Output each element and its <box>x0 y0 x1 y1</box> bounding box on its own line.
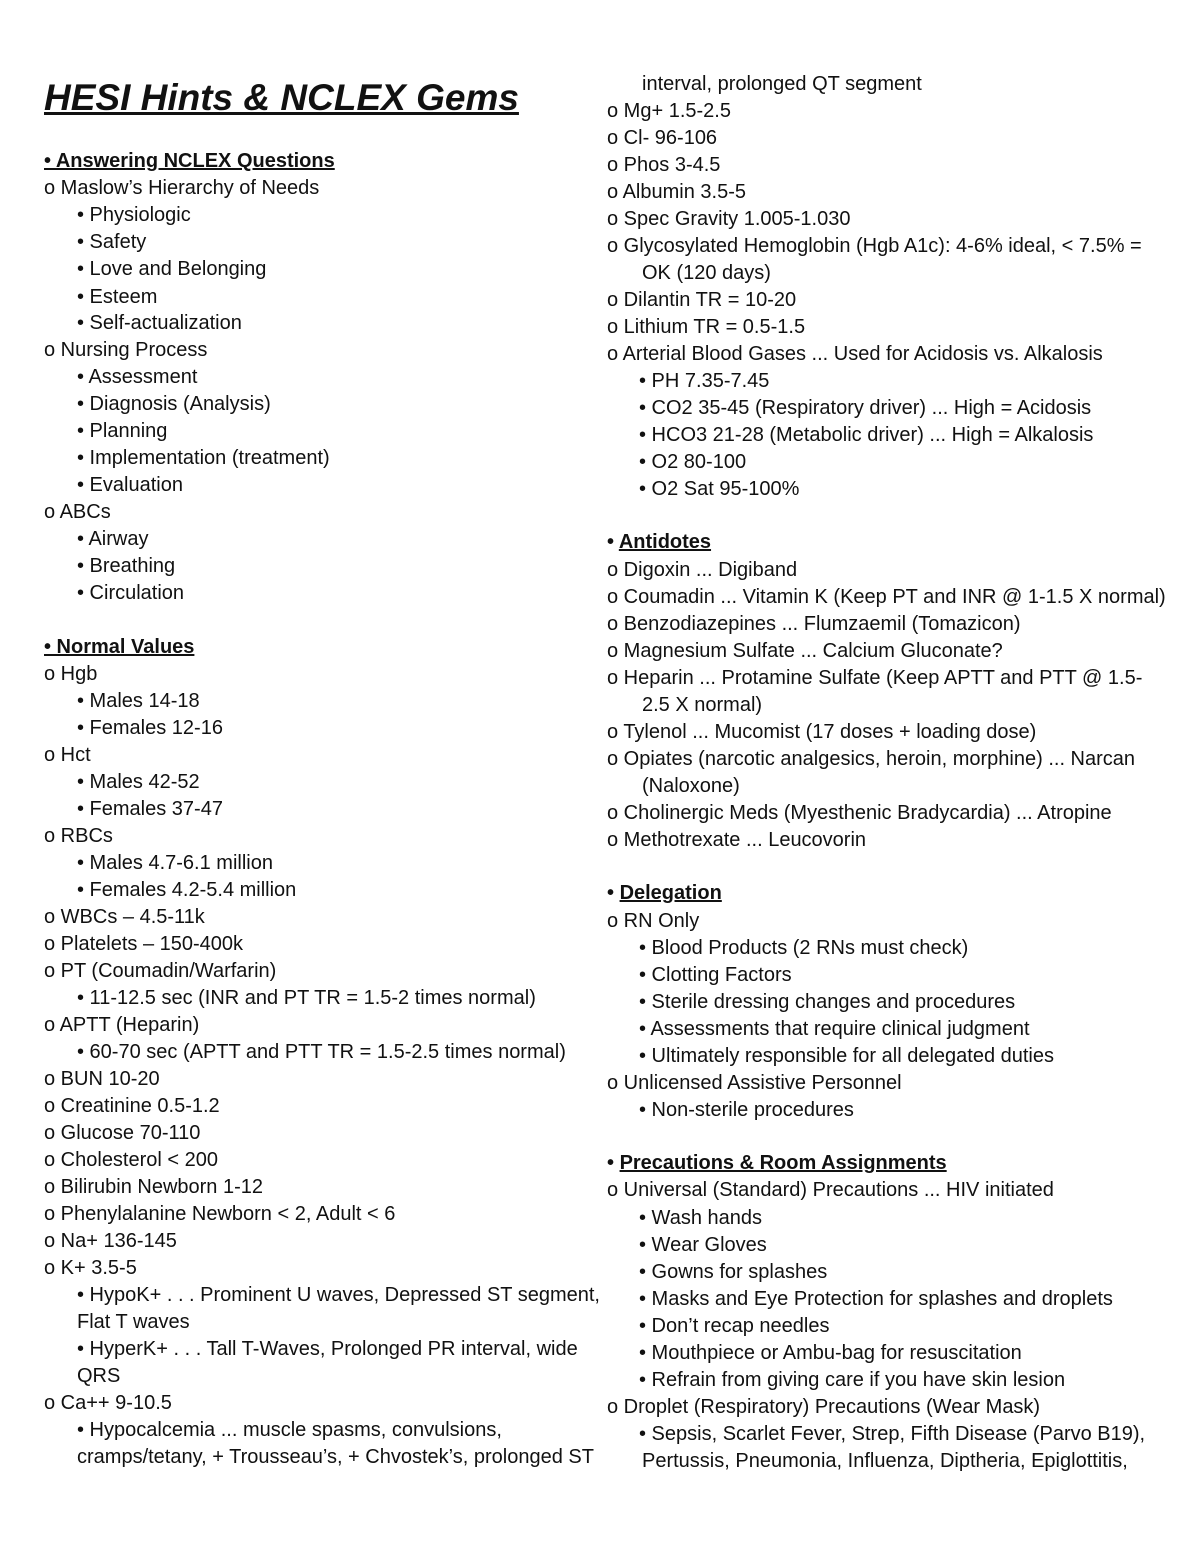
sub-list-item: • Masks and Eye Protection for splashes and droplets <box>639 1288 1113 1310</box>
sub-list-item: • Males 14-18 <box>77 690 200 712</box>
sub-list-item: • Sterile dressing changes and procedures <box>639 991 1016 1013</box>
list-item: o Glucose 70-110 <box>44 1122 201 1144</box>
list-item: o BUN 10-20 <box>44 1068 160 1090</box>
list-item: o Glycosylated Hemoglobin (Hgb A1c): 4-6% ideal, < 7.5% = <box>607 235 1142 257</box>
sub-list-item: • Females 4.2-5.4 million <box>77 879 297 901</box>
section-heading: • Answering NCLEX Questions <box>44 150 335 172</box>
sub-list-item: • Non-sterile procedures <box>639 1099 854 1121</box>
list-item: o Lithium TR = 0.5-1.5 <box>607 316 806 338</box>
section-heading: • Normal Values <box>44 636 195 658</box>
list-item: o RN Only <box>607 910 700 932</box>
sub-list-item: • Males 42-52 <box>77 771 200 793</box>
list-item: o APTT (Heparin) <box>44 1014 200 1036</box>
sub-list-item: • Airway <box>77 528 149 550</box>
list-item: o WBCs – 4.5-11k <box>44 906 205 928</box>
bullet-icon: • <box>607 1152 620 1174</box>
section-heading <box>607 1150 947 1177</box>
list-item: o Phenylalanine Newborn < 2, Adult < 6 <box>44 1203 396 1225</box>
sub-list-item: • Breathing <box>77 555 176 577</box>
list-item: o Heparin ... Protamine Sulfate (Keep APTT and PTT @ 1.5- <box>607 667 1143 689</box>
sub-list-item: • Self-actualization <box>77 312 242 334</box>
sub-list-item: • Don’t recap needles <box>639 1315 830 1337</box>
list-item-continuation: 2.5 X normal) <box>642 694 763 716</box>
sub-list-item: • Circulation <box>77 582 185 604</box>
list-item: o Cholinergic Meds (Myesthenic Bradycardia) ... Atropine <box>607 802 1112 824</box>
sub-list-item: • HypoK+ . . . Prominent U waves, Depressed ST segment, <box>77 1284 600 1306</box>
list-item: o Bilirubin Newborn 1-12 <box>44 1176 264 1198</box>
sub-list-item: • Clotting Factors <box>639 964 792 986</box>
sub-list-item: • Safety <box>77 231 147 253</box>
sub-list-item: • CO2 35-45 (Respiratory driver) ... High = Acidosis <box>639 397 1092 419</box>
list-item: o Coumadin ... Vitamin K (Keep PT and INR @ 1-1.5 X normal) <box>607 586 1166 608</box>
sub-list-item: • Females 12-16 <box>77 717 223 739</box>
list-item: o Unlicensed Assistive Personnel <box>607 1072 902 1094</box>
sub-list-item: • HCO3 21-28 (Metabolic driver) ... High = Alkalosis <box>639 424 1094 446</box>
sub-list-item: • Females 37-47 <box>77 798 223 820</box>
sub-list-item: • Mouthpiece or Ambu-bag for resuscitation <box>639 1342 1022 1364</box>
list-item: o ABCs <box>44 501 111 523</box>
sub-list-item: • Love and Belonging <box>77 258 267 280</box>
list-item-continuation: interval, prolonged QT segment <box>642 73 922 95</box>
list-item-continuation: cramps/tetany, + Trousseau’s, + Chvostek’s, prolonged ST <box>77 1446 594 1468</box>
sub-list-item: • Sepsis, Scarlet Fever, Strep, Fifth Disease (Parvo B19), <box>639 1423 1146 1445</box>
sub-list-item: • Refrain from giving care if you have skin lesion <box>639 1369 1066 1391</box>
list-item: o Benzodiazepines ... Flumzaemil (Tomazicon) <box>607 613 1021 635</box>
sub-list-item: • PH 7.35-7.45 <box>639 370 770 392</box>
list-item: o RBCs <box>44 825 113 847</box>
list-item: o PT (Coumadin/Warfarin) <box>44 960 277 982</box>
sub-list-item: • Diagnosis (Analysis) <box>77 393 271 415</box>
list-item: o Spec Gravity 1.005-1.030 <box>607 208 851 230</box>
list-item: o Hgb <box>44 663 98 685</box>
page-title: HESI Hints & NCLEX Gems <box>44 77 519 118</box>
list-item: o Creatinine 0.5-1.2 <box>44 1095 220 1117</box>
list-item-continuation: Pertussis, Pneumonia, Influenza, Diptheria, Epiglottitis, <box>642 1450 1128 1472</box>
list-item: o K+ 3.5-5 <box>44 1257 137 1279</box>
list-item: o Na+ 136-145 <box>44 1230 177 1252</box>
sub-list-item: • Assessments that require clinical judgment <box>639 1018 1030 1040</box>
list-item: o Universal (Standard) Precautions ... HIV initiated <box>607 1179 1054 1201</box>
section-heading-text: Antidotes <box>618 531 712 553</box>
section-heading-text: Delegation <box>619 882 722 904</box>
sub-list-item: • O2 80-100 <box>639 451 747 473</box>
list-item: o Droplet (Respiratory) Precautions (Wear Mask) <box>607 1396 1041 1418</box>
sub-list-item: • Wear Gloves <box>639 1234 767 1256</box>
sub-list-item: • 11-12.5 sec (INR and PT TR = 1.5-2 times normal) <box>77 987 536 1009</box>
section-heading <box>607 880 722 907</box>
sub-list-item: • Wash hands <box>639 1207 762 1229</box>
list-item-continuation: Flat T waves <box>77 1311 190 1333</box>
list-item: o Hct <box>44 744 91 766</box>
list-item: o Phos 3-4.5 <box>607 154 721 176</box>
list-item: o Maslow’s Hierarchy of Needs <box>44 177 320 199</box>
list-item: o Digoxin ... Digiband <box>607 559 798 581</box>
list-item: o Albumin 3.5-5 <box>607 181 746 203</box>
list-item-continuation: (Naloxone) <box>642 775 740 797</box>
list-item: o Magnesium Sulfate ... Calcium Gluconate? <box>607 640 1003 662</box>
list-item: o Dilantin TR = 10-20 <box>607 289 797 311</box>
sub-list-item: • Physiologic <box>77 204 191 226</box>
sub-list-item: • Ultimately responsible for all delegated duties <box>639 1045 1054 1067</box>
sub-list-item: • Esteem <box>77 286 158 308</box>
list-item: o Cholesterol < 200 <box>44 1149 219 1171</box>
sub-list-item: • Blood Products (2 RNs must check) <box>639 937 969 959</box>
section-heading <box>607 529 711 556</box>
sub-list-item: • Planning <box>77 420 168 442</box>
list-item: o Opiates (narcotic analgesics, heroin, morphine) ... Narcan <box>607 748 1136 770</box>
sub-list-item: • Gowns for splashes <box>639 1261 828 1283</box>
list-item-continuation: QRS <box>77 1365 121 1387</box>
sub-list-item: • Assessment <box>77 366 198 388</box>
list-item: o Arterial Blood Gases ... Used for Acidosis vs. Alkalosis <box>607 343 1103 365</box>
sub-list-item: • Males 4.7-6.1 million <box>77 852 273 874</box>
sub-list-item: • HyperK+ . . . Tall T-Waves, Prolonged PR interval, wide <box>77 1338 578 1360</box>
list-item: o Tylenol ... Mucomist (17 doses + loading dose) <box>607 721 1037 743</box>
section-heading-text: Precautions & Room Assignments <box>619 1152 947 1174</box>
list-item: o Methotrexate ... Leucovorin <box>607 829 867 851</box>
sub-list-item: • Evaluation <box>77 474 183 496</box>
sub-list-item: • 60-70 sec (APTT and PTT TR = 1.5-2.5 times normal) <box>77 1041 566 1063</box>
list-item: o Cl- 96-106 <box>607 127 718 149</box>
sub-list-item: • Hypocalcemia ... muscle spasms, convulsions, <box>77 1419 502 1441</box>
sub-list-item: • Implementation (treatment) <box>77 447 330 469</box>
list-item: o Nursing Process <box>44 339 208 361</box>
list-item-continuation: OK (120 days) <box>642 262 771 284</box>
sub-list-item: • O2 Sat 95-100% <box>639 478 800 500</box>
bullet-icon: • <box>607 882 620 904</box>
bullet-icon: • <box>607 531 619 553</box>
list-item: o Platelets – 150-400k <box>44 933 244 955</box>
list-item: o Mg+ 1.5-2.5 <box>607 100 731 122</box>
list-item: o Ca++ 9-10.5 <box>44 1392 172 1414</box>
